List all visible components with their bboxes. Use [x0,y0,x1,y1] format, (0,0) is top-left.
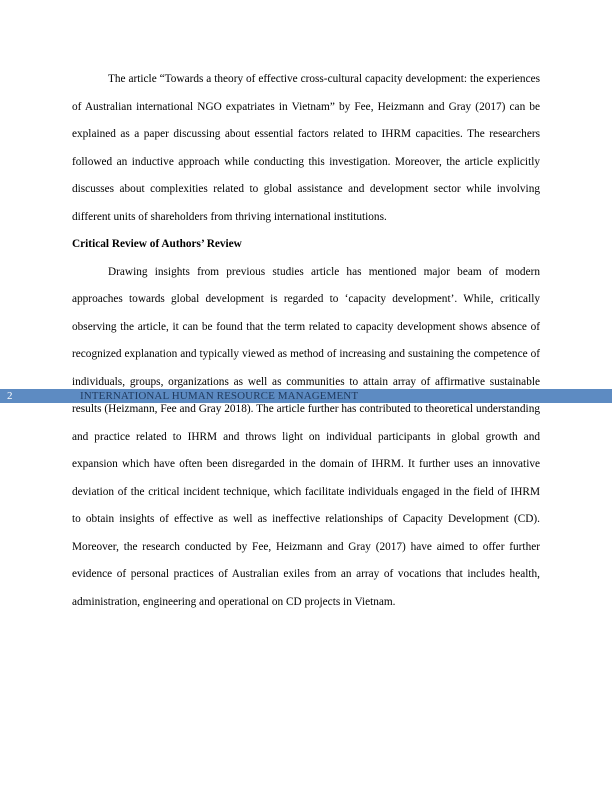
paragraph-intro: The article “Towards a theory of effective cross-cultural capacity development: the experiences of Australian international NGO expatriates in Vietnam” by Fee, Heizmann and Gray (2017) can be explained as a paper discussing about essential factors related to IHRM capacities. The researchers followed an inductive approach while conducting this investigation. Moreover, the article explicitly discusses about complexities related to global assistance and development sector while involving different units of shareholders from thriving international institutions. [72,73,540,223]
section-heading: Critical Review of Authors’ Review [72,238,242,250]
page-number: 2 [7,390,13,402]
document-body [72,66,540,616]
running-head: INTERNATIONAL HUMAN RESOURCE MANAGEMENT [80,390,359,402]
paragraph-review: Drawing insights from previous studies article has mentioned major beam of modern approaches towards global development is regarded to ‘capacity development’. While, critically observing the article, it can be found that the term related to capacity development shows absence of recognized explanation and typically viewed as method of increasing and sustaining the competence of individuals, groups, organizations as well as communities to attain array of affirmative sustainable results (Heizmann, Fee and Gray 2018). The article further has contributed to theoretical understanding and practice related to IHRM and throws light on individual participants in global growth and expansion which have often been disregarded in the domain of IHRM. It further uses an innovative deviation of the critical incident technique, which facilitate individuals engaged in the field of IHRM to obtain insights of effective as well as ineffective relationships of Capacity Development (CD). Moreover, the research conducted by Fee, Heizmann and Gray (2017) have aimed to offer further evidence of personal practices of Australian exiles from an array of vocations that includes health, administration, engineering and operational on CD projects in Vietnam. [72,265,540,608]
